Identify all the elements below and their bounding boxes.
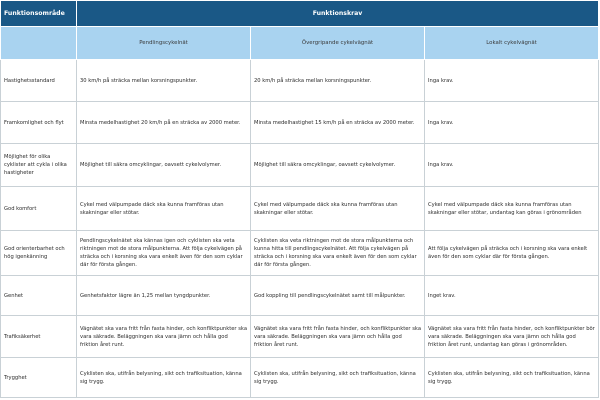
- table-cell: Möjlighet till säkra omcyklingar, oavsett cykelvolymer.: [77, 144, 251, 187]
- table-subheader-row: [1, 27, 599, 60]
- row-area-label: Hastighetsstandard: [1, 60, 77, 102]
- header-requirements: Funktionskrav: [77, 1, 599, 27]
- column-header-pendling: Pendlingscykelnät: [77, 27, 251, 60]
- row-area-label: Möjlighet för olika cyklister att cykla i olika hastigheter: [1, 144, 77, 187]
- row-area-label: Trygghet: [1, 358, 77, 398]
- table-cell: Möjlighet till säkra omcyklingar, oavsett cykelvolymer.: [251, 144, 425, 187]
- table-cell: Cyklisten ska, utifrån belysning, sikt och trafiksituation, känna sig trygg.: [77, 358, 251, 398]
- table-cell: Cyklisten ska, utifrån belysning, sikt och trafiksituation, känna sig trygg.: [251, 358, 425, 398]
- table-row: [1, 316, 599, 358]
- row-area-label: Genhet: [1, 276, 77, 316]
- table-cell: Minsta medelhastighet 15 km/h på en sträcka av 2000 meter.: [251, 102, 425, 144]
- table-cell: Vägnätet ska vara fritt från fasta hinder, och konfliktpunkter ska vara säkrade. Beläggningen ska vara jämn och hålla god friktion året runt.: [77, 316, 251, 358]
- table-row: [1, 276, 599, 316]
- table-cell: Inget krav.: [425, 276, 599, 316]
- table-cell: Cykel med välpumpade däck ska kunna framföras utan skakningar eller stötar.: [251, 187, 425, 231]
- table-cell: Vägnätet ska vara fritt från fasta hinder, och konfliktpunkter ska vara säkrade. Beläggningen ska vara jämn och hålla god friktion året runt.: [251, 316, 425, 358]
- row-area-label: Trafiksäkerhet: [1, 316, 77, 358]
- table-row: [1, 358, 599, 398]
- table-cell: Genhetsfaktor lägre än 1,25 mellan tyngdpunkter.: [77, 276, 251, 316]
- row-area-label: God komfort: [1, 187, 77, 231]
- table-cell: Att följa cykelvägen på sträcka och i korsning ska vara enkelt även för den som cyklar där för första gången.: [425, 231, 599, 276]
- table-cell: Cyklisten ska, utifrån belysning, sikt och trafiksituation, känna sig trygg.: [425, 358, 599, 398]
- table-cell: 30 km/h på sträcka mellan korsningspunkter.: [77, 60, 251, 102]
- table-cell: God koppling till pendlingscykelnätet samt till målpunkter.: [251, 276, 425, 316]
- table-row: [1, 231, 599, 276]
- table-cell: Cykel med välpumpade däck ska kunna framföras utan skakningar eller stötar.: [77, 187, 251, 231]
- column-header-lokalt: Lokalt cykelvägnät: [425, 27, 599, 60]
- table-cell: Inga krav.: [425, 60, 599, 102]
- header-area: Funktionsområde: [1, 1, 77, 27]
- table-cell: Pendlingscykelnätet ska kännas igen och cyklisten ska veta riktningen mot de stora målpunkterna. Att följa cykelvägen på sträcka och i korsning ska vara enkelt även för den som cyklar där för första gången.: [77, 231, 251, 276]
- subheader-blank: [1, 27, 77, 60]
- table-row: [1, 60, 599, 102]
- row-area-label: Framkomlighet och flyt: [1, 102, 77, 144]
- row-area-label: God orienterbarhet och hög igenkänning: [1, 231, 77, 276]
- table-cell: Inga krav.: [425, 102, 599, 144]
- table-cell: Cykel med välpumpade däck ska kunna framföras utan skakningar eller stötar, undantag kan göras i grönområden: [425, 187, 599, 231]
- table-cell: Minsta medelhastighet 20 km/h på en sträcka av 2000 meter.: [77, 102, 251, 144]
- column-header-overgripande: Övergripande cykelvägnät: [251, 27, 425, 60]
- table-cell: 20 km/h på sträcka mellan korsningspunkter.: [251, 60, 425, 102]
- table-cell: Inga krav.: [425, 144, 599, 187]
- table-row: [1, 144, 599, 187]
- table-cell: Cyklisten ska veta riktningen mot de stora målpunkterna och kunna hitta till pendlingscykelnätet. Att följa cykelvägen på sträcka och i korsning ska vara enkelt även för den som cyklar där för första gången.: [251, 231, 425, 276]
- table-cell: Vägnätet ska vara fritt från fasta hinder, och konfliktpunkter bör vara säkrade. Beläggningen ska vara jämn och hålla god friktion året runt, undantag kan göras i grönområden.: [425, 316, 599, 358]
- table-row: [1, 102, 599, 144]
- table-row: [1, 187, 599, 231]
- table-header-row: [1, 1, 599, 27]
